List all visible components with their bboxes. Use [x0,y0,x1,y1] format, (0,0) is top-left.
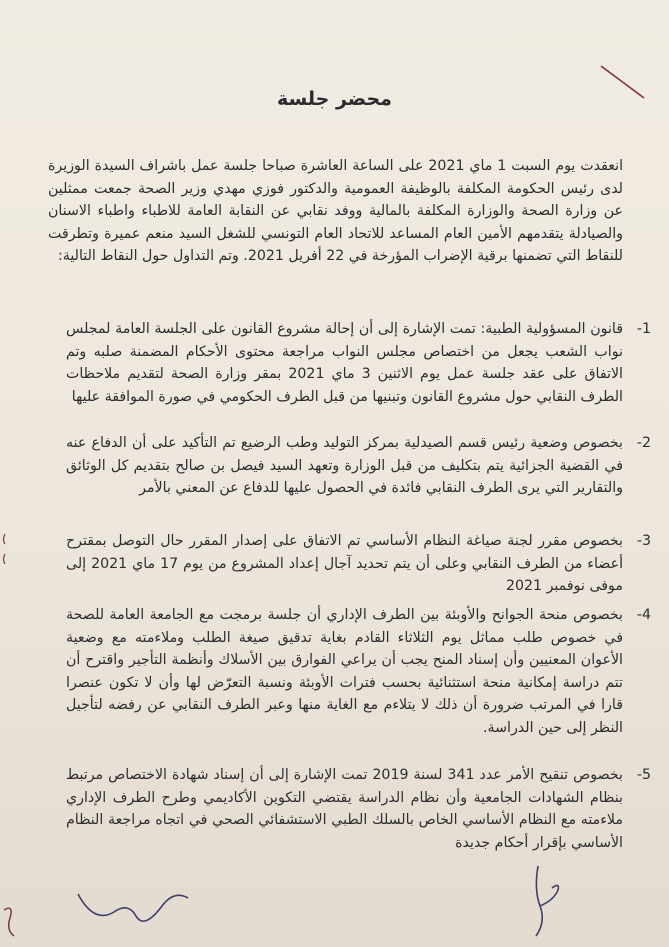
item-number: -4 [636,607,651,623]
signature-left [70,872,210,942]
item-number: -1 [636,321,651,337]
item-text: بخصوص وضعية رئيس قسم الصيدلية بمركز التوليد وطب الرضيع تم التأكيد على أن الدفاع عنه في القضية الجزائية يتم بتكليف من قبل الوزارة وتعهد السيد فيصل بن صالح بتقديم كل الوثائق والتقارير التي يرى الطرف النقابي فائدة في الحصول عليها للدفاع عن المعني بالأمر [66,435,623,497]
item-text: بخصوص منحة الجوانح والأوبئة بين الطرف الإداري أن جلسة برمجت مع الجامعة العامة للصحة في خصوص طلب مماثل يوم الثلاثاء القادم بغاية تدقيق صيغة الطلب وملاءمته مع وضعية الأعوان المعنيين وأن إسناد المنح يجب أن يراعي الفوارق بين الأسلاك وأنظمة التأجير واقترح أن تتم دراسة إمكانية منحة استثنائية بحسب فترات الأوبئة ونسبة التعرّض لها وأن لا تكون عنصرا قارا في المرتب ضرورة أن ذلك لا يتلاءم مع الغاية منها وعبر الطرف النقابي عن رفضه لتأجيل النظر إلى حين الدراسة. [66,607,623,736]
item-number: -3 [636,533,651,549]
item-number: -5 [636,767,651,783]
item-text: قانون المسؤولية الطبية: تمت الإشارة إلى أن إحالة مشروع القانون على الجلسة العامة لمجلس نواب الشعب يجعل من اختصاص مجلس النواب مراجعة محتوى الأحكام المضمنة صلبه وتم الاتفاق على عقد جلسة عمل يوم الاثنين 3 ماي 2021 بمقر وزارة الصحة لتقديم ملاحظات الطرف النقابي حول مشروع القانون وتبنيها من قبل الطرف الحكومي في صورة الموافقة عليها [66,321,623,405]
initial-mark [0,900,22,944]
item-text: بخصوص مقرر لجنة صياغة النظام الأساسي تم الاتفاق على إصدار المقرر حال التوصل بمقترح أعضاء من الطرف النقابي وعلى أن يتم تحديد آجال إعداد المشروع من يوم 17 ماي 2021 إلى موفى نوفمبر 2021 [66,533,624,595]
intro-paragraph: انعقدت يوم السبت 1 ماي 2021 على الساعة العاشرة صباحا جلسة عمل باشراف السيدة الوزيرة لدى رئيس الحكومة المكلفة بالوظيفة العمومية والدكتور فوزي مهدي وزير الصحة جمعت ممثلين عن وزارة الصحة والوزارة المكلفة بالمالية ووفد نقابي عن النقابة العامة للاطباء واطباء الاسنان والصيادلة يتقدمهم الأمين العام المساعد للاتحاد العام التونسي للشغل السيد منعم عميرة وتطرقت للنقاط التي تضمنها برقية الإضراب المؤرخة في 22 أفريل 2021. وتم التداول حول النقاط التالية: [48,158,624,265]
list-item [66,604,651,740]
list-item [66,764,651,854]
item-number: -2 [636,435,651,451]
item-text: بخصوص تنقيح الأمر عدد 341 لسنة 2019 تمت الإشارة إلى أن إسناد شهادة الاختصاص مرتبط بنظام الشهادات الجامعية وأن نظام الدراسة يقتضي التكوين الأكاديمي وطرح الطرف الإداري ملاءمته مع النظام الأساسي الخاص بالسلك الطبي الاستشفائي الصحي في اتجاه مراجعة النظام الأساسي بإقرار أحكام جديدة [66,767,623,851]
document-title: محضر جلسة [277,88,392,110]
list-item [66,318,651,408]
margin-dots-mark [0,530,12,570]
list-item [66,530,651,598]
signature-right [500,860,570,945]
list-item [66,432,651,500]
